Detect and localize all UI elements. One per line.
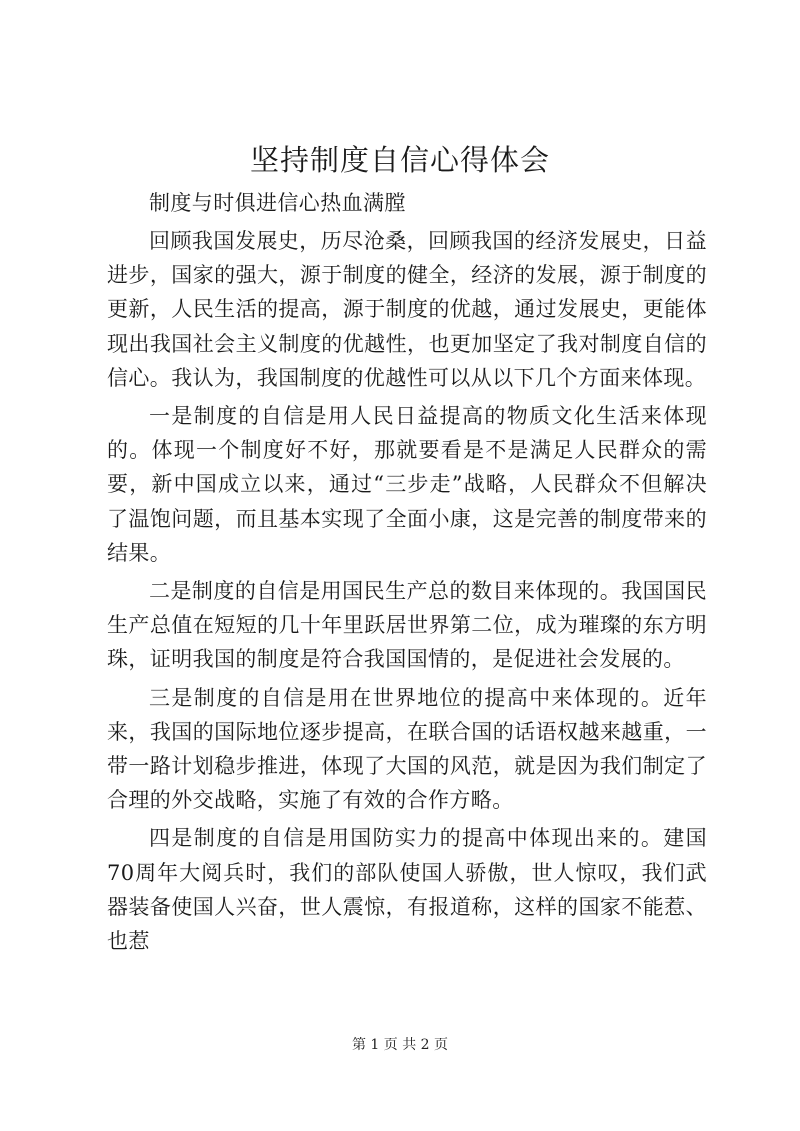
paragraph-point-one: 一是制度的自信是用人民日益提高的物质文化生活来体现的。体现一个制度好不好，那就要看是不是满足人民群众的需要，新中国成立以来，通过“三步走”战略，人民群众不但解决了温饱问题，而且基本实现了全面小康，这是完善的制度带来的结果。 — [107, 404, 707, 565]
document-body — [107, 186, 707, 958]
paragraph-point-four: 四是制度的自信是用国防实力的提高中体现出来的。建国70周年大阅兵时，我们的部队使国人骄傲，世人惊叹，我们武器装备使国人兴奋，世人震惊，有报道称，这样的国家不能惹、也惹 — [107, 826, 707, 954]
paragraph-intro: 回顾我国发展史，历尽沧桑，回顾我国的经济发展史，日益进步，国家的强大，源于制度的健全，经济的发展，源于制度的更新，人民生活的提高，源于制度的优越，通过发展史，更能体现出我国社会主义制度的优越性，也更加坚定了我对制度自信的信心。我认为，我国制度的优越性可以从以下几个方面来体现。 — [107, 229, 707, 390]
page-number-footer: 第 1 页 共 2 页 — [351, 1037, 449, 1053]
document-title: 坚持制度自信心得体会 — [249, 143, 550, 177]
paragraph-point-three: 三是制度的自信是用在世界地位的提高中来体现的。近年来，我国的国际地位逐步提高，在联合国的话语权越来越重，一带一路计划稳步推进，体现了大国的风范，就是因为我们制定了合理的外交战略，实施了有效的合作方略。 — [107, 685, 707, 813]
paragraph-point-two: 二是制度的自信是用国民生产总的数目来体现的。我国国民生产总值在短短的几十年里跃居世界第二位，成为璀璨的东方明珠，证明我国的制度是符合我国国情的，是促进社会发展的。 — [107, 579, 707, 672]
document-subtitle: 制度与时俱进信心热血满膛 — [149, 191, 406, 215]
